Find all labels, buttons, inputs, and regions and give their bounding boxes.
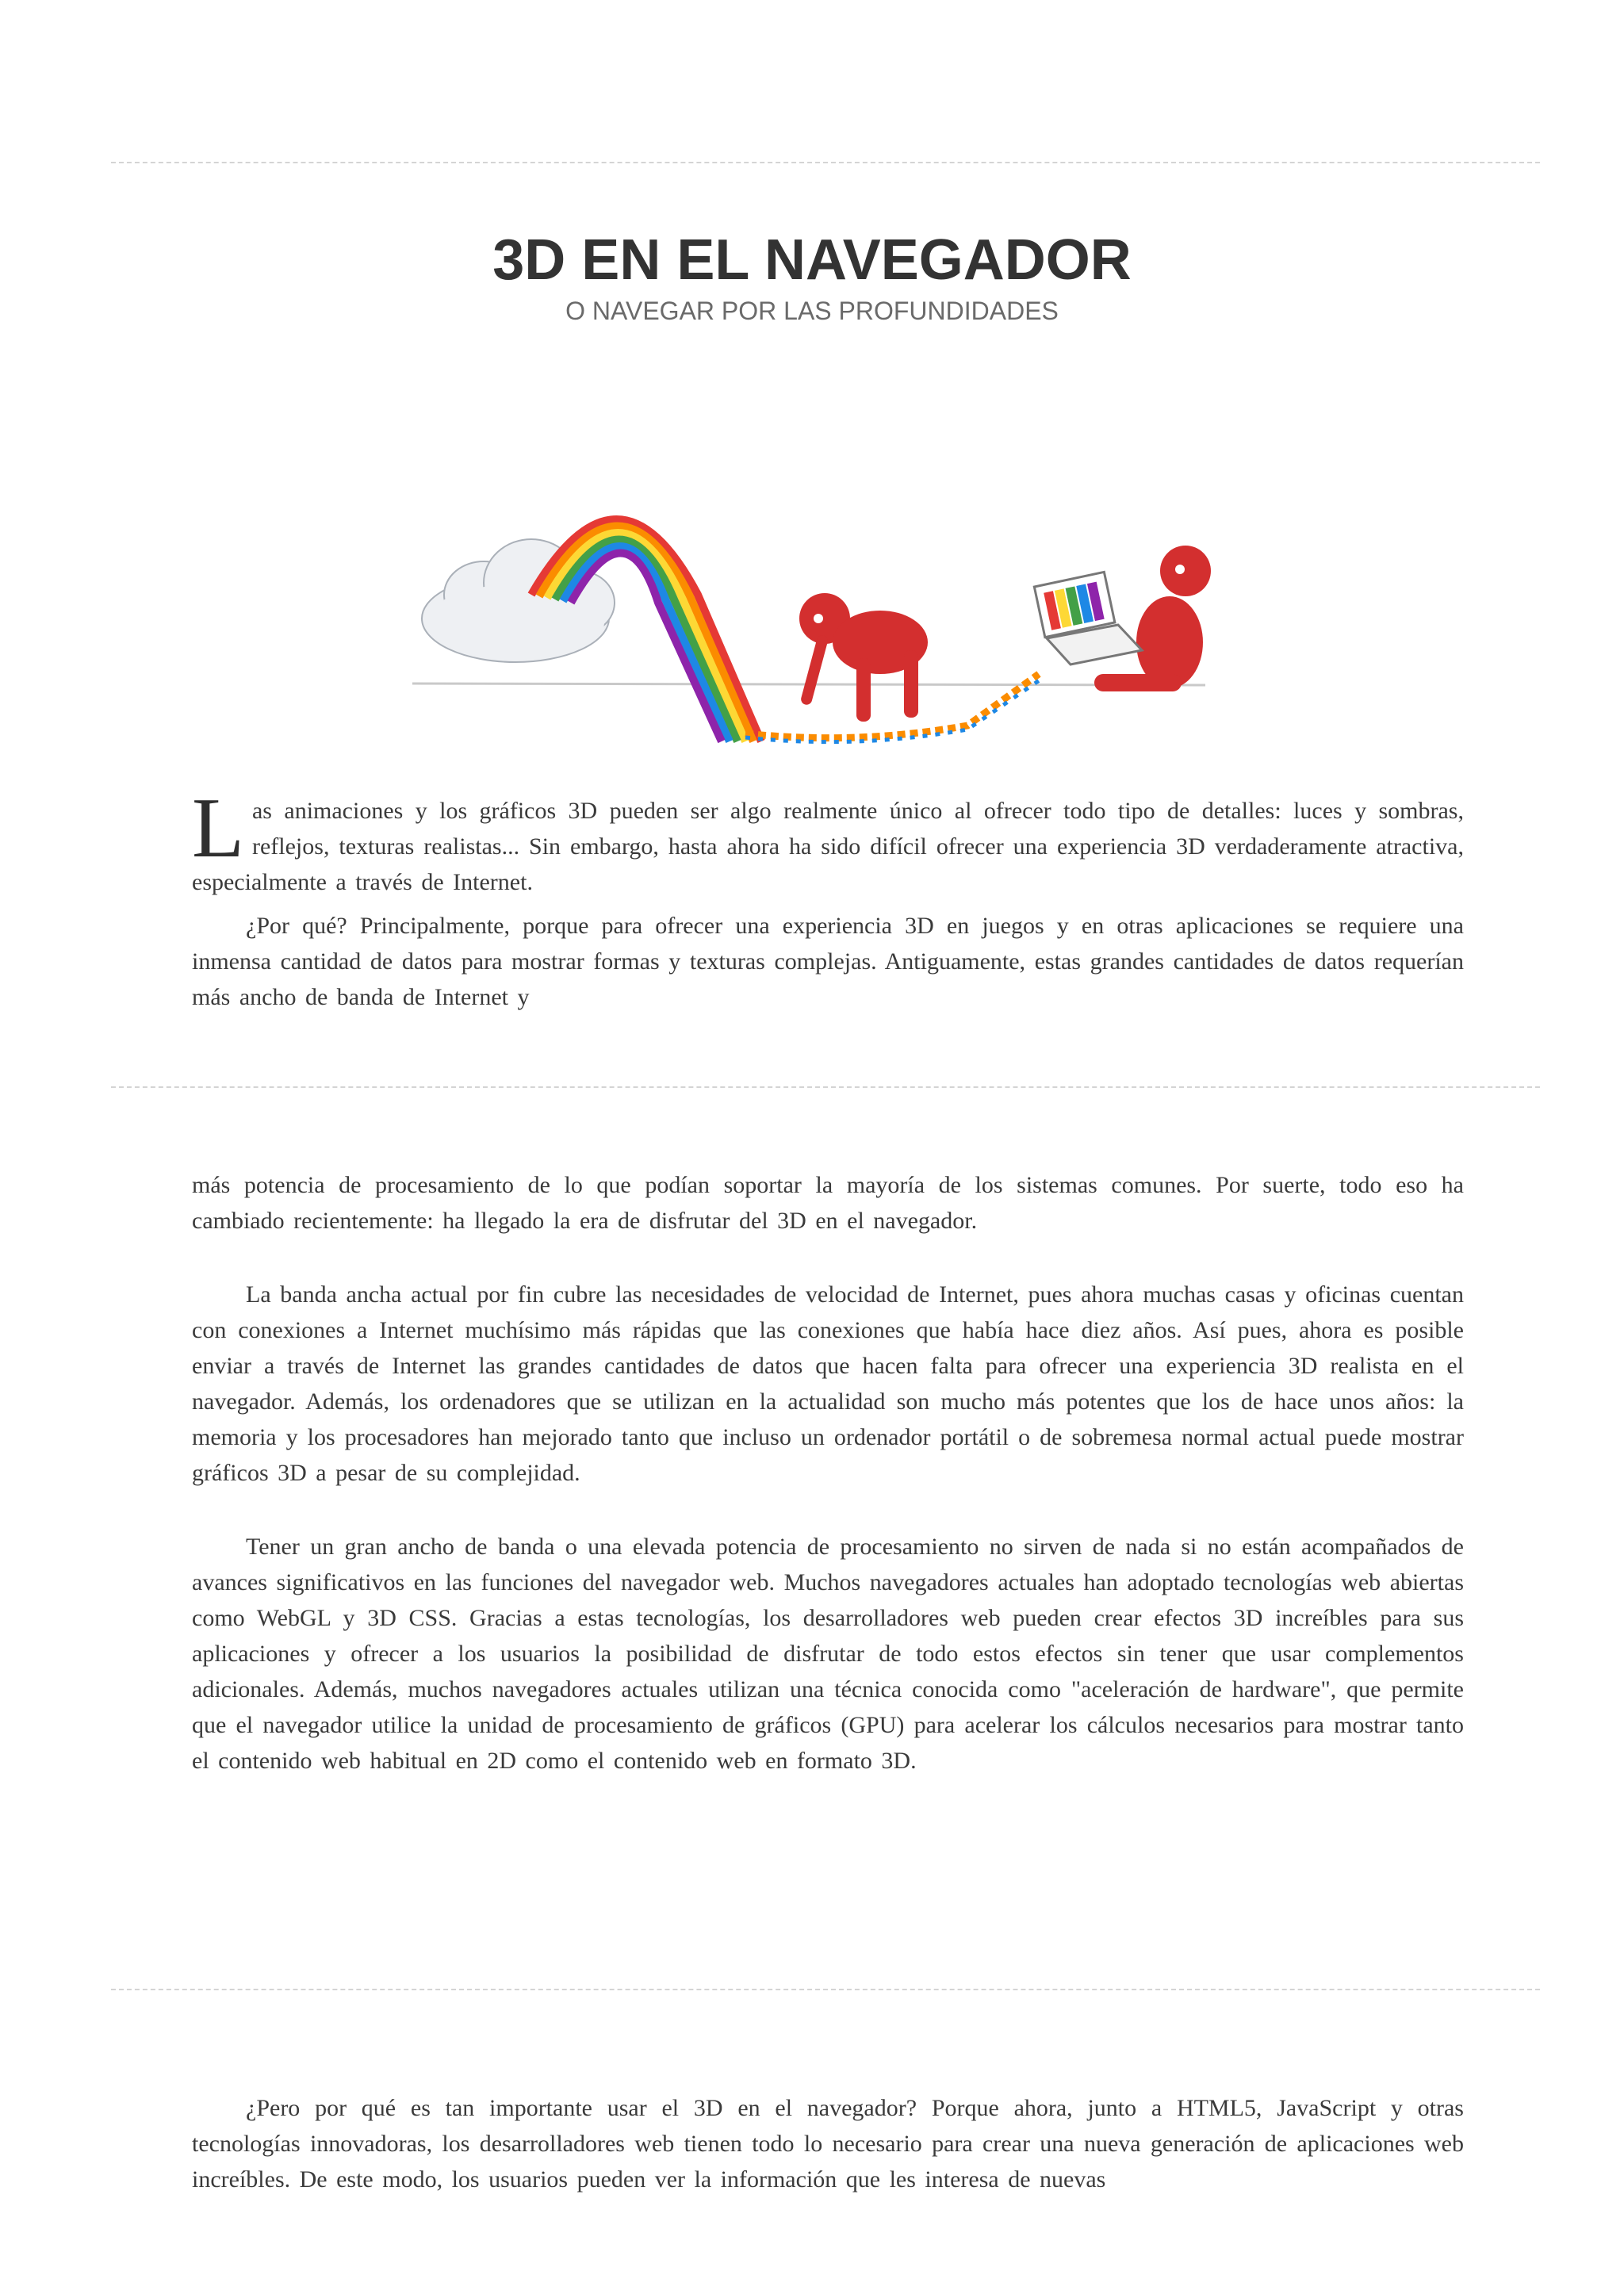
page-divider <box>111 162 1540 163</box>
intro-paragraph <box>192 781 1464 900</box>
rainbow-illustration <box>412 476 1221 745</box>
paragraph: Tener un gran ancho de banda o una elevada potencia de procesamiento no sirven de nada si no están acompañados de avances significativos en las funciones del navegador web. Muchos navegadores actuales han adoptado tecnologías web abiertas como WebGL y 3D CSS. Gracias a estas tecnologías, los desarrolladores web pueden crear efectos 3D increíbles para sus aplicaciones y ofrecer a los usuarios la posibilidad de disfrutar de todo estos efectos sin tener que usar complementos adicionales. Además, muchos navegadores actuales utilizan una técnica conocida como "aceleración de hardware", que permite que el navegador utilice la unidad de procesamiento de gráficos (GPU) para acelerar los cálculos necesarios para mostrar tanto el contenido web habitual en 2D como el contenido web en formato 3D. <box>192 1534 1464 1774</box>
paragraph: más potencia de procesamiento de lo que podían soportar la mayoría de los sistemas comunes. Por suerte, todo eso ha cambiado recientemente: ha llegado la era de disfrutar del 3D en el navegador. <box>192 1172 1464 1234</box>
drop-cap: L <box>192 781 244 875</box>
page-divider <box>111 1086 1540 1088</box>
page-title: 3D EN EL NAVEGADOR <box>492 228 1132 292</box>
paragraph: ¿Pero por qué es tan importante usar el 3D en el navegador? Porque ahora, junto a HTML5, JavaScript y otras tecnologías innovadoras, los desarrolladores web tienen todo lo necesario para crear una nueva generación de aplicaciones web increíbles. De este modo, los usuarios pueden ver la información que les interesa de nuevas <box>192 2095 1464 2193</box>
page-subtitle: O NAVEGAR POR LAS PROFUNDIDADES <box>565 297 1059 325</box>
intro-paragraph-text: as animaciones y los gráficos 3D pueden ser algo realmente único al ofrecer todo tipo de detalles: luces y sombras, reflejos, texturas realistas... Sin embargo, hasta ahora ha sido difícil ofrecer una experiencia 3D verdaderamente atractiva, especialmente a través de Internet. <box>192 798 1464 895</box>
section-body <box>192 1167 1464 1779</box>
section-continued <box>192 2090 1464 2197</box>
paragraph: ¿Por qué? Principalmente, porque para ofrecer una experiencia 3D en juegos y en otras aplicaciones se requiere una inmensa cantidad de datos para mostrar formas y texturas complejas. Antiguamente, estas grandes cantidades de datos requerían más ancho de banda de Internet y <box>192 913 1464 1010</box>
section-intro <box>192 781 1464 1015</box>
page-divider <box>111 1989 1540 1990</box>
paragraph: La banda ancha actual por fin cubre las necesidades de velocidad de Internet, pues ahora muchas casas y oficinas cuentan con conexiones a Internet muchísimo más rápidas que las conexiones que había hace diez años. Así pues, ahora es posible enviar a través de Internet las grandes cantidades de datos que hacen falta para ofrecer una experiencia 3D realista en el navegador. Además, los ordenadores que se utilizan en la actualidad son mucho más potentes que los de hace unos años: la memoria y los procesadores han mejorado tanto que incluso un ordenador portátil o de sobremesa normal actual puede mostrar gráficos 3D a pesar de su complejidad. <box>192 1281 1464 1486</box>
title-block <box>0 228 1624 326</box>
laptop-icon <box>1034 572 1142 664</box>
figure-icon <box>799 593 928 722</box>
